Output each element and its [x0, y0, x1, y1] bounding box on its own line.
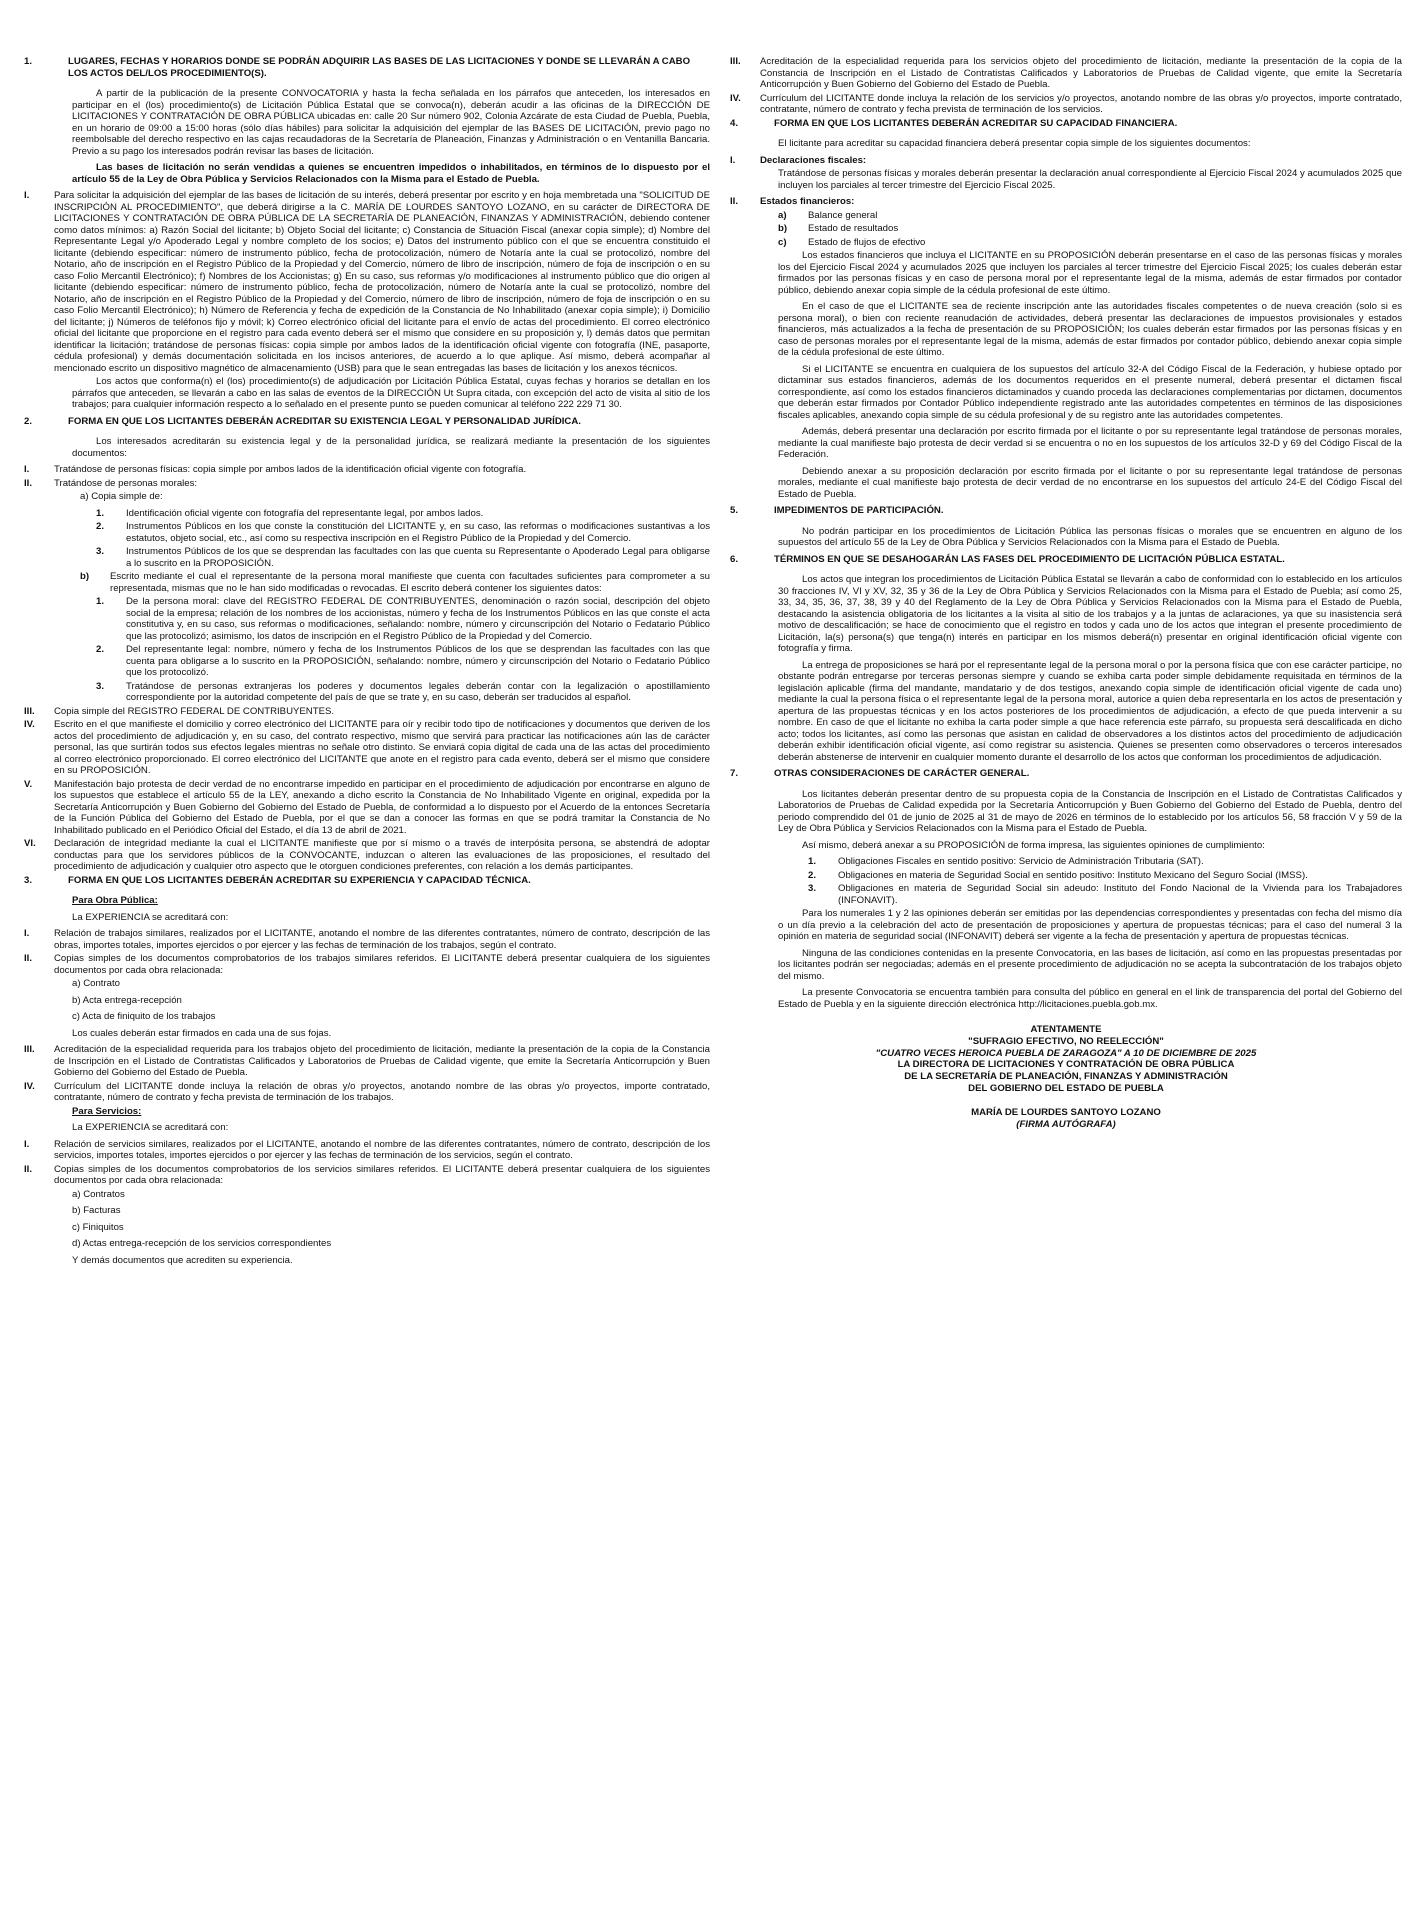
- list-marker: 1.: [808, 856, 817, 867]
- list-item: [24, 546, 710, 569]
- section-title: TÉRMINOS EN QUE SE DESAHOGARÁN LAS FASES DEL PROCEDIMIENTO DE LICITACIÓN PÚBLICA ESTATAL.: [774, 553, 1285, 565]
- paragraph: Debiendo anexar a su proposición declaración por escrito firmada por el licitante o por su representante legal tratándose de personas morales, mediante el cual manifieste bajo protesta de decir verdad de no encontrarse en los supuestos del artículo 24-E del Código Fiscal del Estado de Puebla.: [778, 465, 1402, 500]
- list-marker: 3.: [808, 883, 817, 894]
- paragraph: La presente Convocatoria se encuentra también para consulta del público en general en el link de transparencia del portal del Gobierno del Estado de Puebla y en la siguiente dirección electrónica http://licitaciones.puebla.gob.mx.: [778, 987, 1402, 1010]
- section-number: 3.: [24, 874, 33, 886]
- list-marker: 2.: [808, 869, 817, 881]
- list-marker: II.: [24, 477, 32, 489]
- right-column: [730, 56, 1402, 1130]
- list-marker: I.: [730, 154, 736, 166]
- paragraph: Los estados financieros que incluya el LICITANTE en su PROPOSICIÓN deberán presentarse en el caso de las personas físicas y morales los del Ejercicio Fiscal 2024 y acumulados 2025 que incluyen los parciales al tercer trimestre del Ejercicio Fiscal 2025; los cuales deberán estar firmados por las personas físicas y en caso de persona moral por el representante legal de la misma, además de estar firmados por contador público, debiendo anexar copia simple de la cédula profesional de este último.: [778, 250, 1402, 296]
- list-marker: 2.: [96, 521, 105, 532]
- paragraph: Tratándose de personas físicas y morales deberán presentar la declaración anual correspondiente al Ejercicio Fiscal 2024 y acumulados 2025 que incluyen los parciales al tercer trimestre del Ejercicio Fiscal 2025.: [778, 168, 1402, 191]
- list-item: [24, 1044, 710, 1079]
- list-item: [24, 706, 710, 718]
- list-marker: III.: [24, 1044, 35, 1055]
- section-number: 5.: [730, 505, 739, 516]
- list-marker: I.: [24, 928, 30, 939]
- paragraph: Además, deberá presentar una declaración por escrito firmada por el licitante o por su representante legal tratándose de personas morales, mediante la cual manifieste bajo protesta de decir verdad si se encuentra o no en los supuestos de los artículos 32-D y 69 del Código Fiscal de la Federación.: [778, 426, 1402, 460]
- list-text: Obligaciones en materia de Seguridad Social sin adeudo: Instituto del Fondo Nacional de la Vivienda para los Trabajadores (INFONAVIT).: [838, 883, 1402, 906]
- paragraph: Las bases de licitación no serán vendidas a quienes se encuentren impedidos o inhabilitados, en términos de lo dispuesto por el artículo 55 de la Ley de Obra Pública y Servicios Relacionados con la Misma para el Estado de Puebla.: [72, 162, 710, 185]
- list-text: Obligaciones en materia de Seguridad Social en sentido positivo: Instituto Mexicano del Seguro Social (IMSS).: [838, 869, 1308, 881]
- list-item: [730, 883, 1402, 906]
- list-item: [24, 521, 710, 544]
- paragraph: Los actos que conforma(n) el (los) procedimiento(s) de adjudicación por Licitación Pública Estatal, cuyas fechas y horarios se detallan en los párrafos que anteceden, se llevarán a cabo en las salas de eventos de la DIRECCIÓN Ut Supra citada, con excepción del acto de visita al sitio de los trabajos; para cualquier información respecto a lo señalado en el presente punto se pueden comunicar al teléfono 222 229 71 30.: [72, 376, 710, 410]
- paragraph: La entrega de proposiciones se hará por el representante legal de la persona moral o por la persona física que con ese carácter participe, no obstante podrán entregarse por terceras personas siempre y cuando se exhiba carta poder simple debidamente requisitada en términos de la legislación aplicable (firma del mandante, mandatario y de dos testigos, anexando copia simple de identificación oficial vigente de cada uno) mediante la cual la persona física o el representante legal de la persona moral, autorice a quien deba representarla en los actos de presentación y apertura de las propuestas técnicas y en los actos posteriores de los procedimientos de adjudicación, a efecto de que pueda intervenir a su nombre. En caso de que el licitante no exhiba la carta poder simple a que hace referencia este párrafo, su propuesta será descalificada en dicho acto; todos los licitantes, así como las personas que asistan en calidad de observadores a los distintos actos del procedimiento de adjudicación deberán exhibir identificación oficial vigente, así como registrar su asistencia. Quienes se presenten como observadores o terceros interesados deberán abstenerse de intervenir en cualquier momento durante el desarrollo de los actos que conforman los procedimientos de adjudicación.: [778, 659, 1402, 763]
- paragraph: Los cuales deberán estar firmados en cada una de sus fojas.: [72, 1027, 332, 1039]
- paragraph: a) Copia simple de:: [80, 491, 163, 502]
- list-text: Estado de resultados: [808, 223, 899, 234]
- list-marker: a): [778, 209, 787, 221]
- signatory-name: MARÍA DE LOURDES SANTOYO LOZANO: [971, 1106, 1161, 1118]
- paragraph: Para Servicios:: [72, 1105, 142, 1117]
- list-text: Declaraciones fiscales:: [760, 154, 867, 166]
- section-heading: [730, 505, 1402, 517]
- paragraph: El licitante para acreditar su capacidad financiera deberá presentar copia simple de los siguientes documentos:: [778, 138, 1251, 149]
- list-item: [24, 1164, 710, 1187]
- section-heading: [24, 416, 710, 428]
- list-item: [730, 155, 1402, 167]
- list-text: Manifestación bajo protesta de decir verdad de no encontrarse impedido en participar en el procedimiento de adjudicación por encontrarse en alguno de los supuestos que establece el artículo 55 de la LEY, anexando a dicho escrito la Constancia de No Inhabilitado Vigente en original, expedida por la Secretaría Anticorrupción y Buen Gobierno del Gobierno del Estado de Puebla, de conformidad a lo dispuesto por el Acuerdo de la entonces Secretaría de la Función Pública del Gobierno del Estado de Puebla, por el que se dan a conocer las formas en que se podrá tramitar la Constancia de No Inhabilitado publicado en el Periódico Oficial del Estado, el día 13 de abril de 2021.: [54, 778, 710, 836]
- list-text: Declaración de integridad mediante la cual el LICITANTE manifieste que por sí mismo o a través de interpósita persona, se abstendrá de adoptar conductas para que los servidores públicos de la CONVOCANTE, induzcan o alteren las evaluaciones de las proposiciones, el resultado del procedimiento de adjudicación y cualquier otro aspecto que le otorguen condiciones preferentes, con relación a los demás participantes.: [54, 838, 710, 872]
- list-marker: I.: [24, 464, 30, 475]
- list-text: Estado de flujos de efectivo: [808, 236, 926, 248]
- paragraph: c) Finiquitos: [72, 1221, 124, 1233]
- list-text: Copias simples de los documentos comprobatorios de los trabajos similares referidos. El LICITANTE deberá presentar cualquiera de los siguientes documentos por cada obra relacionada:: [54, 953, 710, 976]
- list-marker: 3.: [96, 680, 105, 692]
- section-number: 6.: [730, 553, 739, 565]
- list-text: Instrumentos Públicos de los que se desprendan las facultades con las que cuenta su Representante o Apoderado Legal para obligarse a lo suscrito en la PROPOSICIÓN.: [126, 546, 710, 569]
- list-marker: IV.: [24, 719, 35, 730]
- list-text: Del representante legal: nombre, número y fecha de los Instrumentos Públicos de los que se desprendan las facultades con las que cuenta para obligarse a lo suscrito en la PROPOSICIÓN, señalando: nombre, número y circunscripción del Notario o Fedatario Público que los protocolizó.: [126, 644, 710, 678]
- closing-place-date: "CUATRO VECES HEROICA PUEBLA DE ZARAGOZA" A 10 DE DICIEMBRE DE 2025: [875, 1047, 1257, 1059]
- section-number: 1.: [24, 56, 33, 67]
- list-text: Instrumentos Públicos en los que conste la constitución del LICITANTE y, en su caso, las reformas o modificaciones sustantivas a los estatutos, objeto social, etc., así como su respectiva inscripción en el Registro Público de la Propiedad y del Comercio.: [126, 521, 710, 544]
- section-title: OTRAS CONSIDERACIONES DE CARÁCTER GENERAL.: [774, 768, 1030, 779]
- list-text: Escrito en el que manifieste el domicilio y correo electrónico del LICITANTE para oír y recibir todo tipo de notificaciones y documentos que deriven de los actos del procedimiento de adjudicación y, en su caso, del contrato respectivo, mismo que servirá para practicar las notificaciones aún las de carácter personal, las que surtirán todos sus efectos legales mientras no señale otro distinto. Se enviará copia digital de cada una de las actas del procedimiento al correo electrónico proporcionado. El correo electrónico del LICITANTE que anote en el registro para cada evento, deberá ser el mismo que considere en su PROPOSICIÓN.: [54, 719, 710, 776]
- list-text: Copia simple del REGISTRO FEDERAL DE CONTRIBUYENTES.: [54, 705, 335, 717]
- section-heading: [24, 875, 710, 887]
- list-item: [24, 928, 710, 951]
- list-item: [24, 779, 710, 837]
- paragraph: b) Acta entrega-recepción: [72, 994, 182, 1006]
- list-text: Tratándose de personas extranjeras los poderes y documentos legales deberán contar con la legalización o apostillamiento correspondiente por la autoridad competente del país de que se trate y, en su caso, deberán ser traducidos al español.: [126, 680, 710, 703]
- list-text: Currículum del LICITANTE donde incluya la relación de los servicios y/o proyectos, anotando nombre de las obras y/o proyectos, importe contratado, contratante, número de contrato y fecha prevista de terminación de los servicios.: [760, 92, 1402, 115]
- section-heading: [730, 768, 1402, 780]
- section-number: 2.: [24, 415, 33, 427]
- paragraph: c) Acta de finiquito de los trabajos: [72, 1011, 216, 1022]
- list-item: [24, 1139, 710, 1162]
- list-marker: b): [778, 223, 788, 234]
- list-text: Acreditación de la especialidad requerida para los trabajos objeto del procedimiento de licitación, mediante la presentación de la copia de la Constancia de Inscripción en el Listado de Contratistas Calificados y Laboratorios de Pruebas de Calidad vigente, que emite la Secretaría Anticorrupción y Buen Gobierno del Gobierno del Estado de Puebla.: [54, 1044, 710, 1078]
- list-text: Copias simples de los documentos comprobatorios de los servicios similares referidos. El LICITANTE deberá presentar cualquiera de los siguientes documentos por cada obra relacionada:: [54, 1163, 710, 1186]
- closing-title-line-2: DE LA SECRETARÍA DE PLANEACIÓN, FINANZAS Y ADMINISTRACIÓN: [904, 1071, 1228, 1083]
- paragraph: Y demás documentos que acrediten su experiencia.: [72, 1254, 293, 1266]
- list-marker: IV.: [730, 92, 741, 104]
- paragraph: En el caso de que el LICITANTE sea de reciente inscripción ante las autoridades fiscales competentes o de nueva creación (solo si es persona moral), o bien con reciente reanudación de actividades, deberá presentar las declaraciones de impuestos provisionales y estados financieros, más actualizados a la fecha de presentación de su PROPOSICIÓN; los cuales deberán estar firmados por las personas físicas y en caso de personas morales por el representante legal de la misma, además de estar firmados por contador público, debiendo anexar copia simple de la cédula profesional de este último.: [778, 301, 1402, 358]
- list-item: [730, 870, 1402, 882]
- list-item: [24, 571, 710, 594]
- list-item: [730, 237, 1402, 249]
- list-marker: 3.: [96, 546, 105, 557]
- section-title: FORMA EN QUE LOS LICITANTES DEBERÁN ACREDITAR SU CAPACIDAD FINANCIERA.: [774, 117, 1178, 129]
- list-item: [24, 953, 710, 976]
- list-text: Balance general: [808, 209, 878, 221]
- list-marker: V.: [24, 778, 33, 790]
- paragraph: b) Facturas: [72, 1205, 121, 1216]
- list-marker: b): [80, 571, 90, 582]
- list-marker: II.: [24, 953, 32, 964]
- section-number: 7.: [730, 768, 739, 779]
- list-item: [24, 838, 710, 873]
- list-text: Currículum del LICITANTE donde incluya la relación de obras y/o proyectos, anotando nombre de las obras y/o proyectos, importe contratado, contratante, número de contrato y fecha prevista de terminación de los trabajos.: [54, 1080, 710, 1103]
- closing-signature-block: [730, 1024, 1402, 1130]
- list-item: [24, 681, 710, 704]
- list-item: [24, 478, 710, 490]
- list-item: [730, 196, 1402, 208]
- list-text: Acreditación de la especialidad requerida para los servicios objeto del procedimiento de licitación, mediante la presentación de la copia de la Constancia de Inscripción en el Listado de Contratistas Calificados y Laboratorios de Pruebas de Calidad vigente, que emite la Secretaría Anticorrupción y Buen Gobierno del Gobierno del Estado de Puebla.: [760, 56, 1402, 90]
- left-column: [24, 56, 710, 1271]
- paragraph: A partir de la publicación de la presente CONVOCATORIA y hasta la fecha señalada en los párrafos que anteceden, los interesados en participar en el (los) procedimiento(s) de Licitación Pública Estatal que se convoca(n), deberán acudir a las oficinas de la DIRECCIÓN DE LICITACIONES Y CONTRATACIÓN DE OBRA PÚBLICA ubicadas en: calle 20 Sur número 902, Colonia Azcárate de esta Ciudad de Puebla, Puebla, en un horario de 09:00 a 15:00 horas (sólo días hábiles) para solicitar la adquisición del ejemplar de las BASES DE LICITACIÓN, previo pago no reembolsable del derecho respectivo en las cajas recaudadoras de la Secretaría de Planeación, Finanzas y Administración o en Ventanilla Bancaria. Previo a su pago los interesados podrán revisar las bases de licitación.: [72, 88, 710, 157]
- paragraph: Los interesados acreditarán su existencia legal y de la personalidad jurídica, se realizará mediante la presentación de los siguientes documentos:: [72, 436, 710, 459]
- list-marker: II.: [24, 1163, 32, 1175]
- list-item: [24, 1081, 710, 1104]
- closing-salutation: ATENTAMENTE: [1030, 1024, 1102, 1035]
- paragraph: d) Actas entrega-recepción de los servicios correspondientes: [72, 1238, 332, 1249]
- list-marker: IV.: [24, 1080, 35, 1092]
- list-text: Tratándose de personas físicas: copia simple por ambos lados de la identificación oficial vigente con fotografía.: [54, 464, 527, 475]
- list-text: Relación de trabajos similares, realizados por el LICITANTE, anotando el nombre de las diferentes contratantes, número de contrato, descripción de las obras, importes totales, importes ejercidos o por ejercer y las fechas de terminación de los trabajos, según el contrato.: [54, 928, 710, 951]
- list-marker: 1.: [96, 596, 105, 607]
- section-title: FORMA EN QUE LOS LICITANTES DEBERÁN ACREDITAR SU EXPERIENCIA Y CAPACIDAD TÉCNICA.: [68, 874, 531, 886]
- section-number: 4.: [730, 117, 739, 129]
- list-text: Tratándose de personas morales:: [54, 477, 198, 489]
- list-marker: 2.: [96, 644, 105, 655]
- list-marker: I.: [24, 190, 30, 201]
- paragraph: Para los numerales 1 y 2 las opiniones deberán ser emitidas por las dependencias correspondientes y presentadas con fecha del mismo día o un día previo a la celebración del acto de presentación de proposiciones y apertura de propuestas técnicas; para el caso del numeral 3 la opinión en materia de seguridad social (INFONAVIT) deberá ser vigente a la fecha de presentación y apertura de propuestas técnicas.: [778, 908, 1402, 942]
- list-marker: III.: [730, 56, 741, 67]
- paragraph: Para Obra Pública:: [72, 895, 158, 906]
- list-item: [24, 719, 710, 777]
- list-marker: I.: [24, 1138, 30, 1150]
- list-item: [24, 508, 710, 520]
- list-marker: 1.: [96, 507, 105, 519]
- list-item: [24, 596, 710, 642]
- section-title: LUGARES, FECHAS Y HORARIOS DONDE SE PODRÁN ADQUIRIR LAS BASES DE LAS LICITACIONES Y DONDE SE LLEVARÁN A CABO LOS ACTOS DEL/LOS PROCEDIMIENTO(S).: [68, 56, 691, 79]
- list-item: [730, 856, 1402, 868]
- list-item: [730, 210, 1402, 222]
- paragraph: Los licitantes deberán presentar dentro de su propuesta copia de la Constancia de Inscripción en el Listado de Contratistas Calificados y Laboratorios de Pruebas de Calidad expedida por la Secretaría Anticorrupción y Buen Gobierno del Gobierno del Estado de Puebla, dentro del periodo comprendido del 01 de junio de 2025 al 31 de mayo de 2026 en términos de lo establecido por los artículos 56, 58 fracción V y 59 de la Ley de Obra Pública y Servicios Relacionados con la Misma para el Estado de Puebla.: [778, 788, 1402, 834]
- list-marker: III.: [24, 705, 35, 717]
- signature-note: (FIRMA AUTÓGRAFA): [1016, 1118, 1116, 1130]
- list-item: [24, 190, 710, 374]
- list-text: Para solicitar la adquisición del ejemplar de las bases de licitación de su interés, deberá presentar por escrito y en hoja membretada una "SOLICITUD DE INSCRIPCIÓN AL PROCEDIMIENTO", que deberá dirigirse a la C. MARÍA DE LOURDES SANTOYO LOZANO, en su carácter de DIRECTORA DE LICITACIONES Y CONTRATACIÓN DE OBRA PÚBLICA DE LA SECRETARÍA DE PLANEACIÓN, FINANZAS Y ADMINISTRACIÓN, debiendo contener como datos mínimos: a) Razón Social del licitante; b) Objeto Social del licitante; c) Constancia de Situación Fiscal (anexar copia simple); d) Nombre del Representante Legal y/o Apoderado Legal y nombre completo de los socios; e) Datos del instrumento público con el que se encuentra constituido el licitante (debiendo especificar: número de instrumento público, fecha de protocolización, número de Notaría ante la cual se protocolizó, nombre del Notario, año de inscripción en el Registro Público de la Propiedad y del Comercio, número de libro de inscripción, número de foja de inscripción o en su caso Folio Mercantil Electrónico); f) Nombres de los Accionistas; g) En su caso, sus reformas y/o modificaciones al instrumento público que dio origen al licitante (debiendo especificar: número de instrumento público, fecha de protocolización, número de Notaría ante la cual se protocolizó, nombre del Notario, año de inscripción en el Registro Público de la Propiedad y del Comercio, número de libro de inscripción, número de foja de inscripción o en su caso Folio Mercantil Electrónico); h) Número de Referencia y fecha de expedición de la Constancia de No Inhabilitado (anexar copia simple); i) Domicilio del licitante; j) Números de teléfonos fijo y móvil; k) Correo electrónico oficial del licitante para el envío de actas del procedimiento. El correo electrónico oficial del licitante que proporcione en el registro para cada evento deberá ser el mismo que considere en su proposición y, l) demás datos que permitan identificar la licitación; tratándose de personas físicas: copia simple por ambos lados de la identificación oficial vigente con fotografía (INE, pasaporte, cédula profesional) y demás documentación solicitada en los incisos anteriores, de acuerdo a lo que aplique. Así mismo, deberá acompañar al mencionado escrito un dispositivo magnético de almacenamiento (USB) para que le sean entregadas las bases de licitación y los anexos técnicos.: [54, 190, 710, 374]
- list-item: [730, 93, 1402, 116]
- list-marker: c): [778, 236, 787, 248]
- section-title: FORMA EN QUE LOS LICITANTES DEBERÁN ACREDITAR SU EXISTENCIA LEGAL Y PERSONALIDAD JURÍDICA.: [68, 415, 581, 427]
- list-marker: II.: [730, 196, 738, 207]
- paragraph: a) Contratos: [72, 1188, 125, 1200]
- paragraph: Los actos que integran los procedimientos de Licitación Pública Estatal se llevarán a cabo de conformidad con lo establecido en los artículos 30 fracciones IV, VI y XV, 32, 35 y 36 de la Ley de Obra Pública y Servicios Relacionados con la Misma para el Estado de Puebla; así como 25, 33, 34, 35, 36, 37, 38, 39 y 40 del Reglamento de la Ley de Obra Pública y Servicios Relacionados con la Misma para el Estado de Puebla, destacando la asistencia obligatoria de los licitantes a la visita al sitio de los trabajos y a la juntas de aclaraciones, ya que su inasistencia será motivo de descalificación; se hace de conocimiento que el registro en todos y cada uno de los actos que integran el presente procedimiento de Licitación, la(s) persona(s) que tenga(n) interés en participar en los mismos deberá(n) presentar en original identificación oficial vigente con fotografía y firma.: [778, 574, 1402, 654]
- list-text: Obligaciones Fiscales en sentido positivo: Servicio de Administración Tributaria (SAT).: [838, 856, 1204, 867]
- list-item: [730, 223, 1402, 235]
- section-title: IMPEDIMENTOS DE PARTICIPACIÓN.: [774, 505, 944, 516]
- list-text: Escrito mediante el cual el representante de la persona moral manifieste que cuenta con facultades suficientes para comprometer a su representada, mismas que no le han sido modificadas o revocadas. El escrito deberá contener los siguientes datos:: [110, 571, 710, 594]
- section-heading: [24, 56, 710, 79]
- closing-title-line-3: DEL GOBIERNO DEL ESTADO DE PUEBLA: [968, 1082, 1164, 1094]
- paragraph: La EXPERIENCIA se acreditará con:: [72, 1122, 229, 1133]
- list-text: Estados financieros:: [760, 196, 855, 207]
- list-text: Relación de servicios similares, realizados por el LICITANTE, anotando el nombre de las diferentes contratantes, número de contrato, descripción de los servicios, importes totales, importes ejercidos o por ejercer y las fechas de terminación de los servicios, según el contrato.: [54, 1138, 710, 1161]
- paragraph: a) Contrato: [72, 978, 120, 989]
- section-heading: [730, 554, 1402, 566]
- list-text: Identificación oficial vigente con fotografía del representante legal, por ambos lados.: [126, 507, 484, 519]
- list-item: [24, 644, 710, 679]
- list-marker: VI.: [24, 838, 36, 849]
- paragraph: Así mismo, deberá anexar a su PROPOSICIÓN de forma impresa, las siguientes opiniones de cumplimiento:: [802, 839, 1265, 851]
- paragraph: No podrán participar en los procedimientos de Licitación Pública las personas físicas o morales que se encuentren en alguno de los supuestos del artículo 55 de la Ley de Obra Pública y Servicios Relacionados con la Misma para el Estado de Puebla.: [778, 525, 1402, 548]
- closing-motto: "SUFRAGIO EFECTIVO, NO REELECCIÓN": [968, 1035, 1164, 1047]
- right-column-body: [730, 56, 1402, 1010]
- section-heading: [730, 118, 1402, 130]
- paragraph: La EXPERIENCIA se acreditará con:: [72, 911, 229, 923]
- list-text: De la persona moral: clave del REGISTRO FEDERAL DE CONTRIBUYENTES, denominación o razón social, descripción del objeto social de la empresa; relación de los nombres de los accionistas, número y fecha de los Instrumentos Públicos en las que conste el acta constitutiva y, en su caso, sus reformas o modificaciones, señalando: nombre, número y circunscripción del Notario o Fedatario Público que las protocolizó; asimismo, los datos de inscripción en el Registro Público de la Propiedad y del Comercio.: [126, 596, 710, 642]
- closing-title-line-1: LA DIRECTORA DE LICITACIONES Y CONTRATACIÓN DE OBRA PÚBLICA: [897, 1059, 1235, 1071]
- paragraph: Si el LICITANTE se encuentra en cualquiera de los supuestos del artículo 32-A del Código Fiscal de la Federación, y hubiese optado por dictaminar sus estados financieros, además de los documentos requeridos en el presente numeral, deberá presentar el dictamen fiscal correspondiente, así como los estados financieros dictaminados y cuando proceda las declaraciones complementarias por dictamen, documentos que deberán estar firmados por Contador Público independiente registrado ante las autoridades competentes en términos de las disposiciones fiscales aplicables, anexando copia simple de su cédula profesional y de su registro ante las autoridades competentes.: [778, 363, 1402, 421]
- paragraph: Ninguna de las condiciones contenidas en la presente Convocatoria, en las bases de licitación, así como en las propuestas presentadas por los licitantes podrán ser negociadas; además en el presente procedimiento de adjudicación no se acepta la subcontratación de los trabajos objeto del mismo.: [778, 947, 1402, 982]
- list-item: [730, 56, 1402, 91]
- list-item: [24, 464, 710, 476]
